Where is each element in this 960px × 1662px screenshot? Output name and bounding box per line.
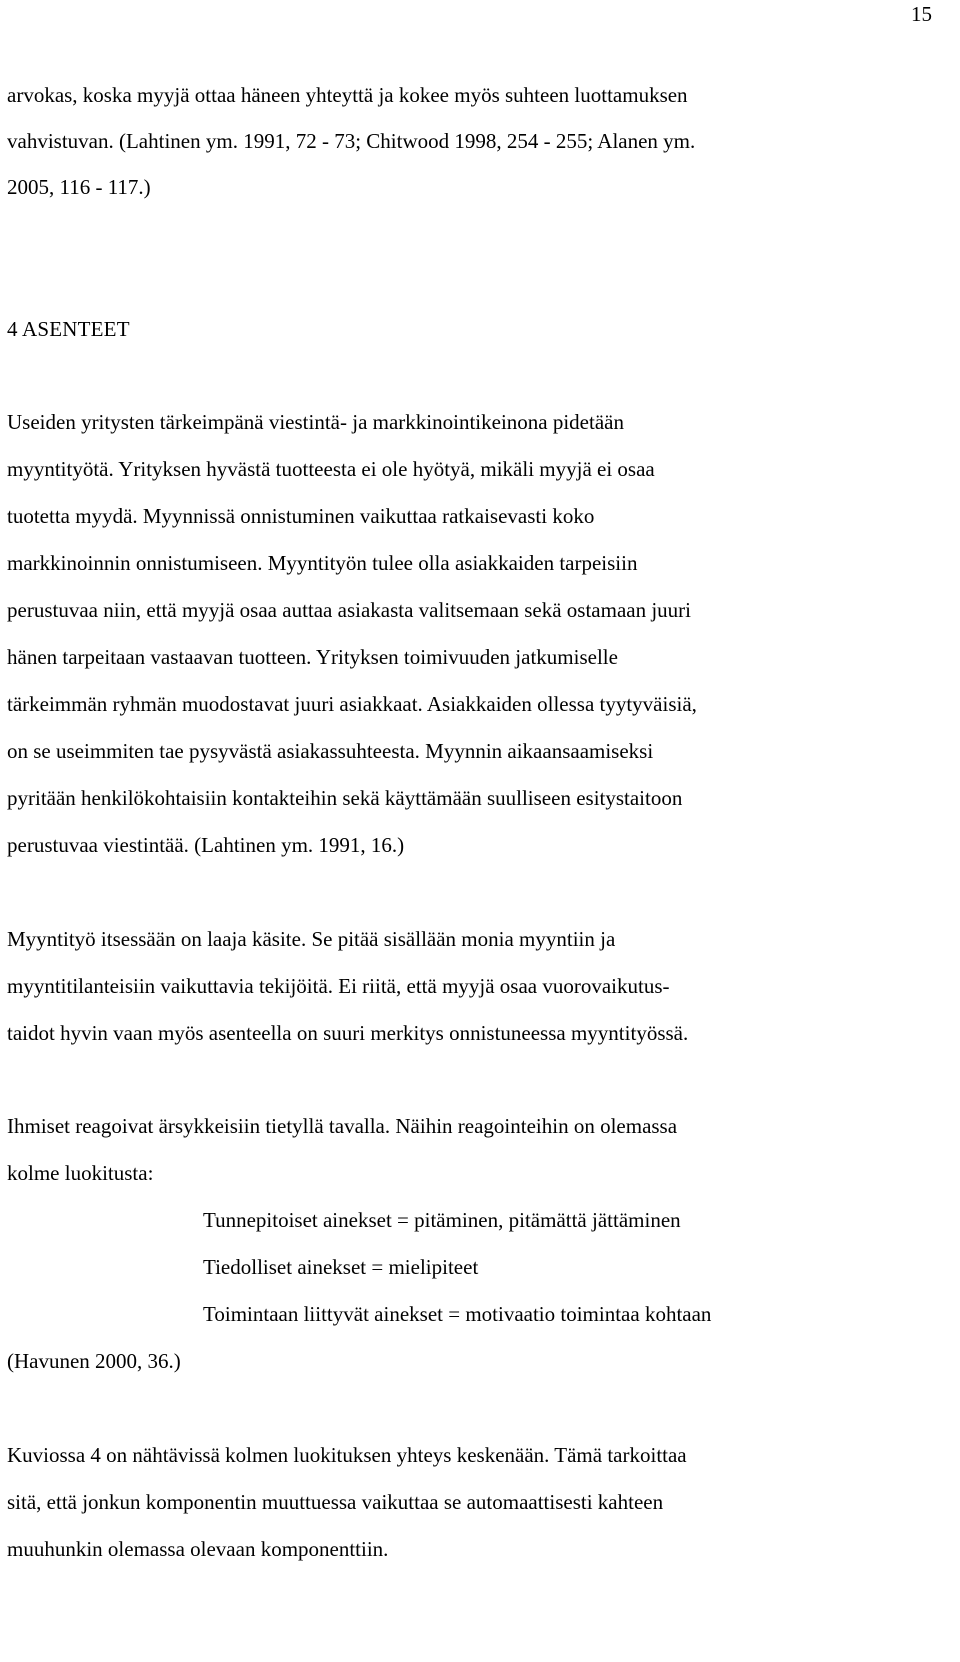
- text-line: myyntitilanteisiin vaikuttavia tekijöitä. Ei riitä, että myyjä osaa vuorovaikutus-: [7, 974, 670, 998]
- text-line: sitä, että jonkun komponentin muuttuessa vaikuttaa se automaattisesti kahteen: [7, 1490, 664, 1514]
- text-line: vahvistuvan. (Lahtinen ym. 1991, 72 - 73; Chitwood 1998, 254 - 255; Alanen ym.: [7, 129, 696, 153]
- list-item: Tunnepitoiset ainekset = pitäminen, pitämättä jättäminen: [203, 1208, 681, 1232]
- text-line: muuhunkin olemassa olevaan komponenttiin.: [7, 1537, 389, 1561]
- list-item: Tiedolliset ainekset = mielipiteet: [203, 1255, 479, 1279]
- text-line: arvokas, koska myyjä ottaa häneen yhteyttä ja kokee myös suhteen luottamuksen: [7, 83, 688, 107]
- text-line: markkinoinnin onnistumiseen. Myyntityön tulee olla asiakkaiden tarpeisiin: [7, 551, 638, 575]
- text-line: tärkeimmän ryhmän muodostavat juuri asiakkaat. Asiakkaiden ollessa tyytyväisiä,: [7, 692, 697, 716]
- text-line: Myyntityö itsessään on laaja käsite. Se pitää sisällään monia myyntiin ja: [7, 927, 616, 951]
- text-line: 2005, 116 - 117.): [7, 175, 151, 199]
- text-line: tuotetta myydä. Myynnissä onnistuminen vaikuttaa ratkaisevasti koko: [7, 504, 595, 528]
- text-line: kolme luokitusta:: [7, 1161, 154, 1185]
- section-heading: 4 ASENTEET: [7, 317, 130, 341]
- page-number: 15: [911, 2, 932, 26]
- text-line: taidot hyvin vaan myös asenteella on suuri merkitys onnistuneessa myyntityössä.: [7, 1021, 689, 1045]
- text-line: on se useimmiten tae pysyvästä asiakassuhteesta. Myynnin aikaansaamiseksi: [7, 739, 654, 763]
- text-line: hänen tarpeitaan vastaavan tuotteen. Yrityksen toimivuuden jatkumiselle: [7, 645, 618, 669]
- citation: (Havunen 2000, 36.): [7, 1349, 181, 1373]
- text-line: Kuviossa 4 on nähtävissä kolmen luokituksen yhteys keskenään. Tämä tarkoittaa: [7, 1443, 687, 1467]
- text-line: perustuvaa niin, että myyjä osaa auttaa asiakasta valitsemaan sekä ostamaan juuri: [7, 598, 691, 622]
- text-line: pyritään henkilökohtaisiin kontakteihin sekä käyttämään suulliseen esitystaitoon: [7, 786, 683, 810]
- text-line: perustuvaa viestintää. (Lahtinen ym. 1991, 16.): [7, 833, 405, 857]
- text-line: Useiden yritysten tärkeimpänä viestintä- ja markkinointikeinona pidetään: [7, 410, 624, 434]
- text-line: Ihmiset reagoivat ärsykkeisiin tietyllä tavalla. Näihin reagointeihin on olemassa: [7, 1114, 678, 1138]
- text-line: myyntityötä. Yrityksen hyvästä tuotteesta ei ole hyötyä, mikäli myyjä ei osaa: [7, 457, 655, 481]
- list-item: Toimintaan liittyvät ainekset = motivaatio toimintaa kohtaan: [203, 1302, 712, 1326]
